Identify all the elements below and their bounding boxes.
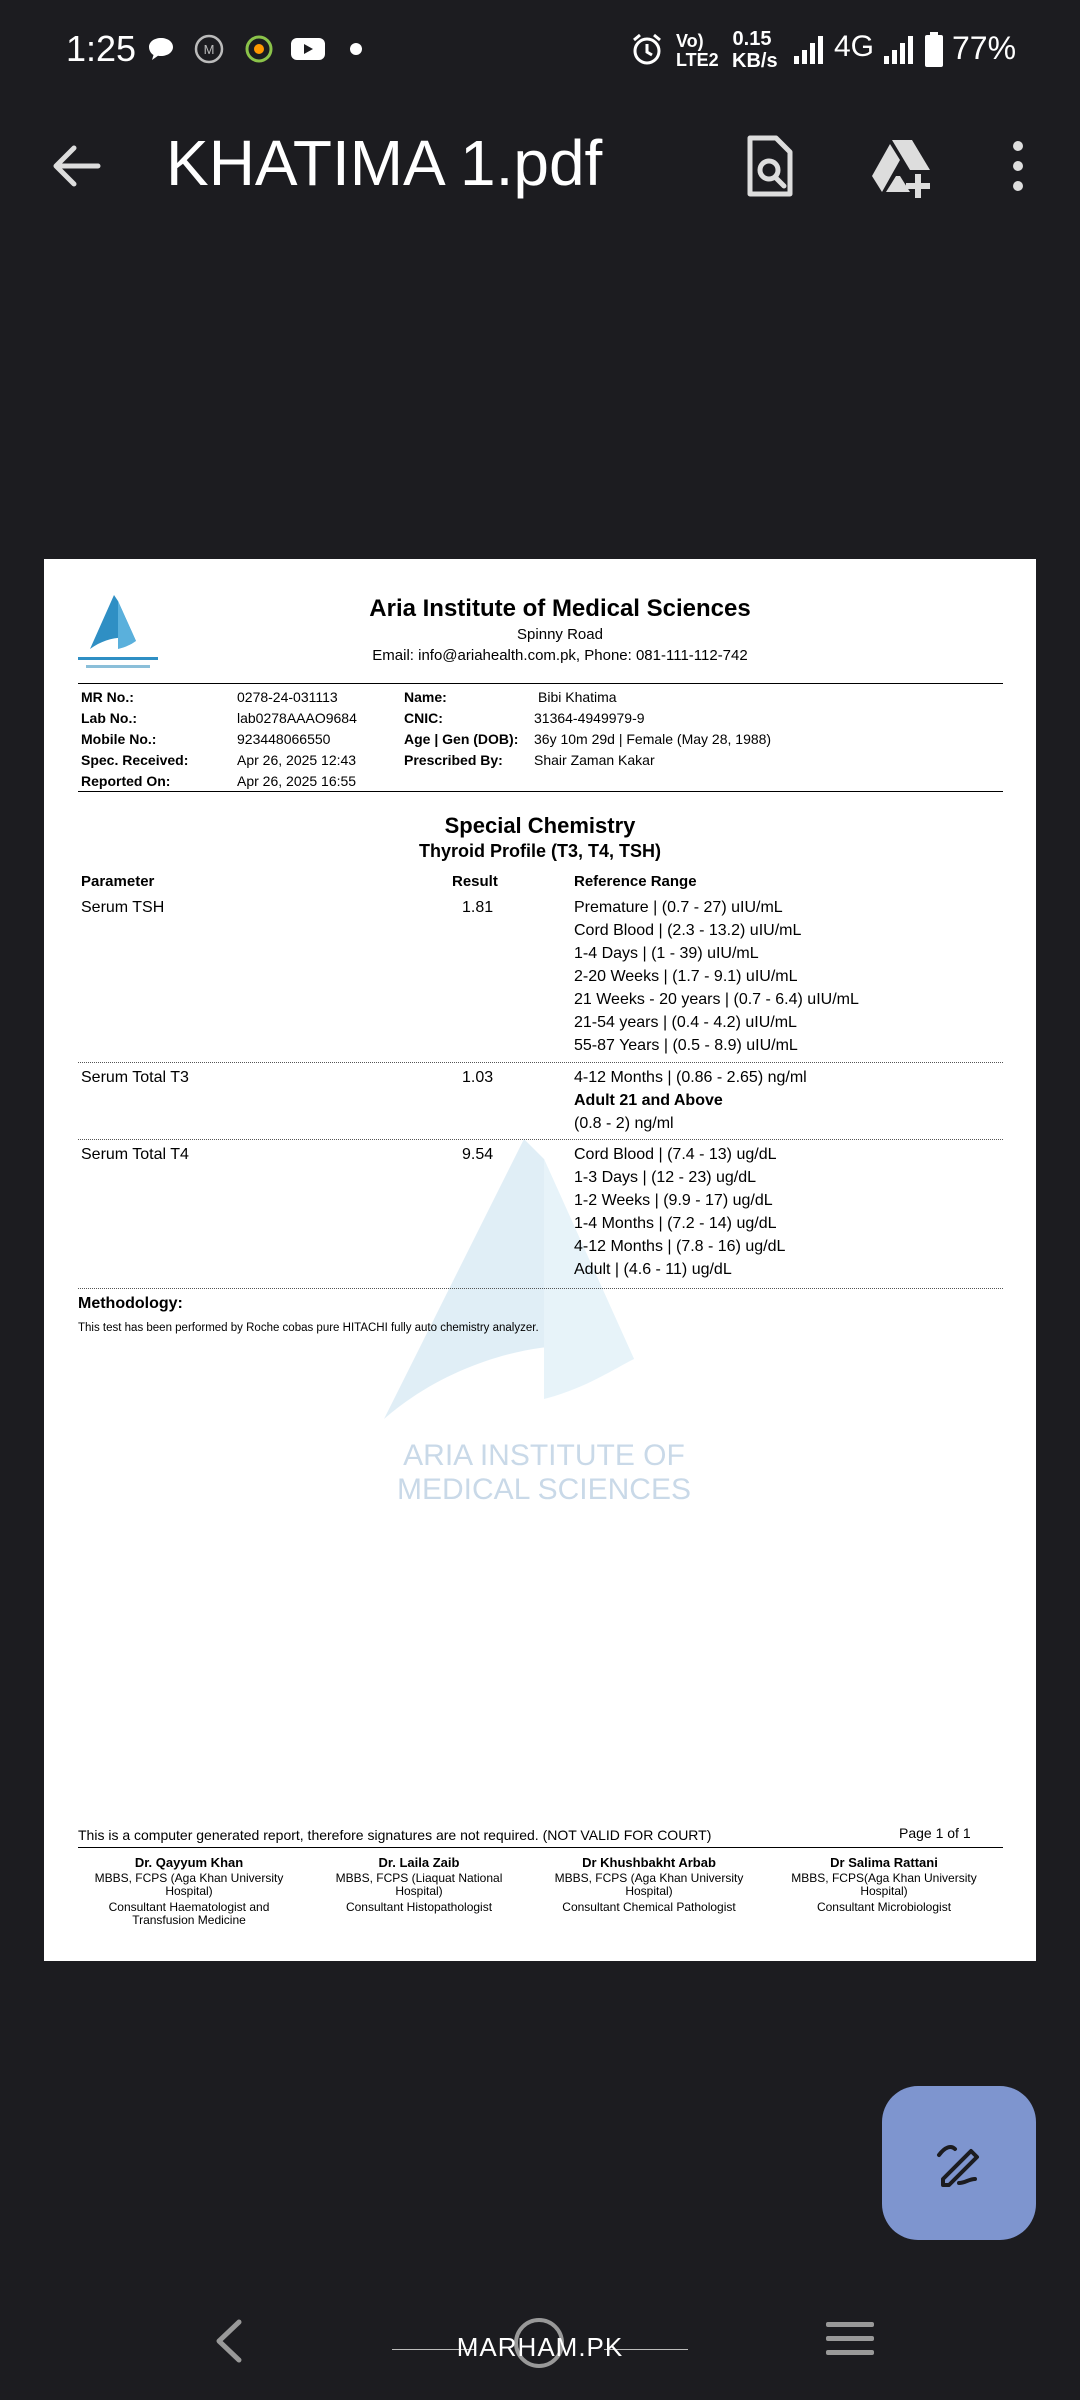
svg-text:M: M [203,42,215,57]
reference-line: 21-54 years | (0.4 - 4.2) uIU/mL [574,1014,797,1031]
mobile-value: 923448066550 [237,731,331,747]
volte-label: Vo) LTE2 [676,31,719,70]
reference-line: 4-12 Months | (7.8 - 16) ug/dL [574,1238,786,1255]
row-divider [78,1062,1003,1063]
header-divider [78,683,1003,684]
status-bar [0,0,1080,100]
row-parameter: Serum Total T4 [81,1146,189,1163]
signatory-title: Consultant Chemical Pathologist [562,1900,736,1914]
signatory-quals: MBBS, FCPS (Aga Khan University Hospital) [554,1871,744,1898]
aria-logo [76,591,160,677]
spec-received-value: Apr 26, 2025 12:43 [237,752,357,768]
row-divider [78,1139,1003,1140]
signatory-quals: MBBS, FCPS (Liaquat National Hospital) [335,1871,503,1898]
add-to-drive-icon[interactable] [866,130,938,202]
youtube-icon [290,34,326,64]
dot-icon [348,34,364,64]
name-label: Name: [404,689,447,705]
footer-note: This is a computer generated report, therefore signatures are not required. (NOT VALID FOR COURT) [78,1827,712,1843]
reference-line: 21 Weeks - 20 years | (0.7 - 6.4) uIU/mL [574,991,859,1008]
battery-percent: 77% [952,30,1017,66]
prescribed-value: Shair Zaman Kakar [534,752,655,768]
signatory-title: Consultant Microbiologist [816,1900,952,1914]
signatory-title: Consultant Haematologist and Transfusion Medicine [108,1900,270,1927]
methodology-label: Methodology: [78,1295,183,1312]
info-divider [78,791,1003,792]
signatory [84,1856,294,1927]
pdf-page[interactable] [44,559,1036,1961]
mr-label: MR No.: [81,689,134,705]
methodology-text: This test has been performed by Roche cobas pure HITACHI fully auto chemistry analyzer. [78,1322,539,1334]
nav-recents-icon[interactable] [824,2318,876,2358]
signatory-name: Dr. Qayyum Khan [134,1855,244,1870]
name-value: Bibi Khatima [538,689,617,705]
section-title: Special Chemistry [444,813,636,838]
reported-on-label: Reported On: [81,773,171,789]
watermark-text: ARIA INSTITUTE OF MEDICAL SCIENCES [397,1439,691,1506]
mobile-label: Mobile No.: [81,731,157,747]
age-value: 36y 10m 29d | Female (May 28, 1988) [534,731,772,747]
signal-icon [792,34,828,66]
signatory-quals: MBBS, FCPS(Aga Khan University Hospital) [791,1871,977,1898]
reference-line: Adult | (4.6 - 11) ug/dL [574,1261,732,1278]
signatory-name: Dr Khushbakht Arbab [582,1855,716,1870]
signatory-quals: MBBS, FCPS (Aga Khan University Hospital) [94,1871,284,1898]
chat-bubble-icon [146,34,176,64]
reference-line: 1-2 Weeks | (9.9 - 17) ug/dL [574,1192,773,1209]
speed-unit: KB/s [732,50,778,72]
mr-value: 0278-24-031113 [237,689,338,705]
institute-road: Spinny Road [517,626,603,643]
row-divider [78,1288,1003,1289]
age-label: Age | Gen (DOB): [404,731,519,747]
data-speed [732,28,778,72]
messages-icon [194,34,224,64]
signatory-title: Consultant Histopathologist [345,1900,493,1914]
app-bar [0,100,1080,230]
back-arrow-icon[interactable] [44,134,108,198]
reference-line: 1-4 Days | (1 - 39) uIU/mL [574,945,759,962]
reference-line: 4-12 Months | (0.86 - 2.65) ng/ml [574,1069,807,1086]
page-count: Page 1 of 1 [899,1825,971,1841]
reference-line: 2-20 Weeks | (1.7 - 9.1) uIU/mL [574,968,798,985]
lab-value: lab0278AAAO9684 [237,710,357,726]
reference-line: 1-4 Months | (7.2 - 14) ug/dL [574,1215,777,1232]
reference-line: 55-87 Years | (0.5 - 8.9) uIU/mL [574,1037,798,1054]
institute-name: Aria Institute of Medical Sciences [369,595,751,622]
col-reference: Reference Range [574,873,697,890]
signatory [779,1856,989,1914]
brand-watermark: MARHAM.PK [456,2332,624,2362]
row-result: 9.54 [462,1146,494,1163]
cnic-label: CNIC: [404,710,443,726]
speed-value: 0.15 [732,28,772,50]
document-title: KHATIMA 1.pdf [166,127,603,199]
row-parameter: Serum TSH [81,899,165,916]
col-result: Result [452,873,498,890]
signatory [314,1856,524,1914]
prescribed-label: Prescribed By: [404,752,503,768]
reference-subheading: Adult 21 and Above [574,1092,723,1109]
row-parameter: Serum Total T3 [81,1069,189,1086]
reference-line: Cord Blood | (2.3 - 13.2) uIU/mL [574,922,802,939]
network-label: 4G [834,30,875,63]
nav-back-icon[interactable] [205,2316,255,2366]
row-result: 1.03 [462,1069,494,1086]
reported-on-value: Apr 26, 2025 16:55 [237,773,357,789]
institute-contact: Email: info@ariahealth.com.pk, Phone: 081-111-112-742 [372,647,748,664]
battery-icon [924,32,944,68]
lab-label: Lab No.: [81,710,137,726]
signatory [544,1856,754,1914]
row-result: 1.81 [462,899,494,916]
col-parameter: Parameter [81,873,155,890]
reference-line: (0.8 - 2) ng/ml [574,1115,674,1132]
search-document-icon[interactable] [734,130,806,202]
reference-line: 1-3 Days | (12 - 23) ug/dL [574,1169,757,1186]
more-options-icon[interactable] [982,130,1038,202]
alarm-icon [630,32,664,66]
reference-line: Premature | (0.7 - 27) uIU/mL [574,899,783,916]
signatory-name: Dr Salima Rattani [830,1855,938,1870]
section-subtitle: Thyroid Profile (T3, T4, TSH) [418,841,661,861]
status-time: 1:25 [66,28,137,69]
footer-divider [78,1847,1003,1848]
annotate-button[interactable] [882,2086,1036,2240]
signatory-name: Dr. Laila Zaib [378,1855,460,1870]
cnic-value: 31364-4949979-9 [534,710,645,726]
reference-line: Cord Blood | (7.4 - 13) ug/dL [574,1146,777,1163]
app-ring-icon [244,34,274,64]
signal-icon-2 [882,34,918,66]
edit-pen-icon [929,2133,989,2193]
spec-received-label: Spec. Received: [81,752,189,768]
